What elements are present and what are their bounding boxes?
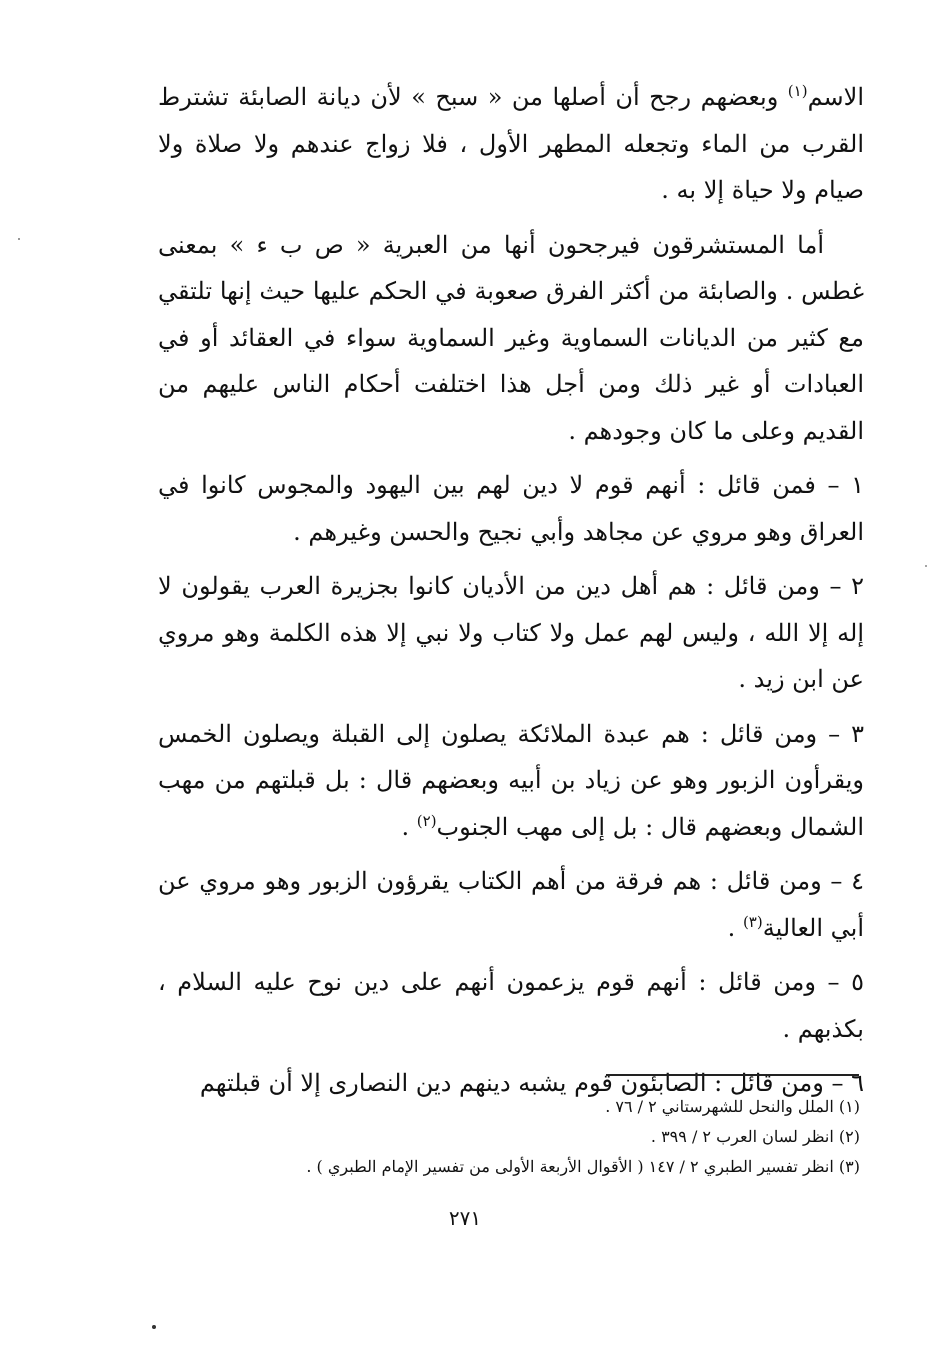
paragraph-2 <box>158 222 864 455</box>
list-item-text-end: . <box>727 913 743 942</box>
list-item-5 <box>158 959 864 1052</box>
footnote-divider <box>606 1074 859 1076</box>
main-text <box>158 74 864 1115</box>
list-item-text: ٢ – ومن قائل : هم أهل دين من الأديان كانوا بجزيرة العرب يقولون لا إله إلا الله ، وليس لهم عمل ولا كتاب ولا نبي إلا هذه الكلمة وهو مروي عن ابن زيد . <box>158 572 864 693</box>
footnote-3: (٣) انظر تفسير الطبري ٢ / ١٤٧ ( الأقوال الأربعة الأولى من تفسير الإمام الطبري ) . <box>306 1157 860 1176</box>
page-number: ٢٧١ <box>448 1206 482 1230</box>
list-item-1 <box>158 462 864 555</box>
footnote-2: (٢) انظر لسان العرب ٢ / ٣٩٩ . <box>650 1127 860 1146</box>
footnote-ref-3: (٣) <box>742 912 763 931</box>
scan-speck <box>152 1325 156 1329</box>
footnote-1: (١) الملل والنحل للشهرستاني ٢ / ٧٦ . <box>605 1097 860 1116</box>
list-item-text: ٥ – ومن قائل : أنهم قوم يزعمون أنهم على دين نوح عليه السلام ، بكذبهم . <box>158 968 864 1043</box>
footnotes <box>300 1092 860 1182</box>
paragraph-text: الاسم <box>807 83 864 111</box>
paragraph-text: أما المستشرقون فيرجحون أنها من العبرية « ص ب ء » بمعنى غطس . والصابئة من أكثر الفرق صعوبة في الحكم عليها حيث إنها تلتقي مع كثير من الديانات السماوية وغير السماوية سواء في العقائد أو في العبادات أو غير ذلك ومن أجل هذا اختلفت أحكام الناس عليهم من القديم وعلى ما كان وجودهم . <box>158 230 864 445</box>
footnote-ref-2: (٢) <box>416 811 437 830</box>
list-item-text: ٤ – ومن قائل : هم فرقة من أهم الكتاب يقرؤون الزبور وهو مروي عن أبي العالية <box>158 867 864 942</box>
list-item-4 <box>158 858 864 951</box>
list-item-text: ٣ – ومن قائل : هم عبدة الملائكة يصلون إلى القبلة ويصلون الخمس ويقرأون الزبور وهو عن زياد بن أبيه وبعضهم قال : بل قبلتهم من مهب الشمال وبعضهم قال : بل إلى مهب الجنوب <box>158 719 864 841</box>
list-item-text-end: . <box>401 812 417 841</box>
paragraph-text-continued: وبعضهم رجح أن أصلها من « سبح » لأن ديانة الصابئة تشترط القرب من الماء وتجعله المطهر الأول ، فلا زواج عندهم ولا صلاة ولا صيام ولا حياة إلا به . <box>158 83 864 204</box>
list-item-3 <box>158 711 864 851</box>
list-item-text: ٦ – ومن قائل : الصابئون قوم يشبه دينهم دين النصارى إلا أن قبلتهم <box>199 1069 864 1097</box>
paragraph-1 <box>158 74 864 214</box>
scan-speck <box>925 565 927 567</box>
list-item-text: ١ – فمن قائل : أنهم قوم لا دين لهم بين اليهود والمجوس كانوا في العراق وهو مروي عن مجاهد وأبي نجيح والحسن وغيرهم . <box>158 471 864 546</box>
list-item-2 <box>158 563 864 703</box>
scan-speck <box>18 238 20 240</box>
footnote-ref-1: (١) <box>787 82 808 100</box>
